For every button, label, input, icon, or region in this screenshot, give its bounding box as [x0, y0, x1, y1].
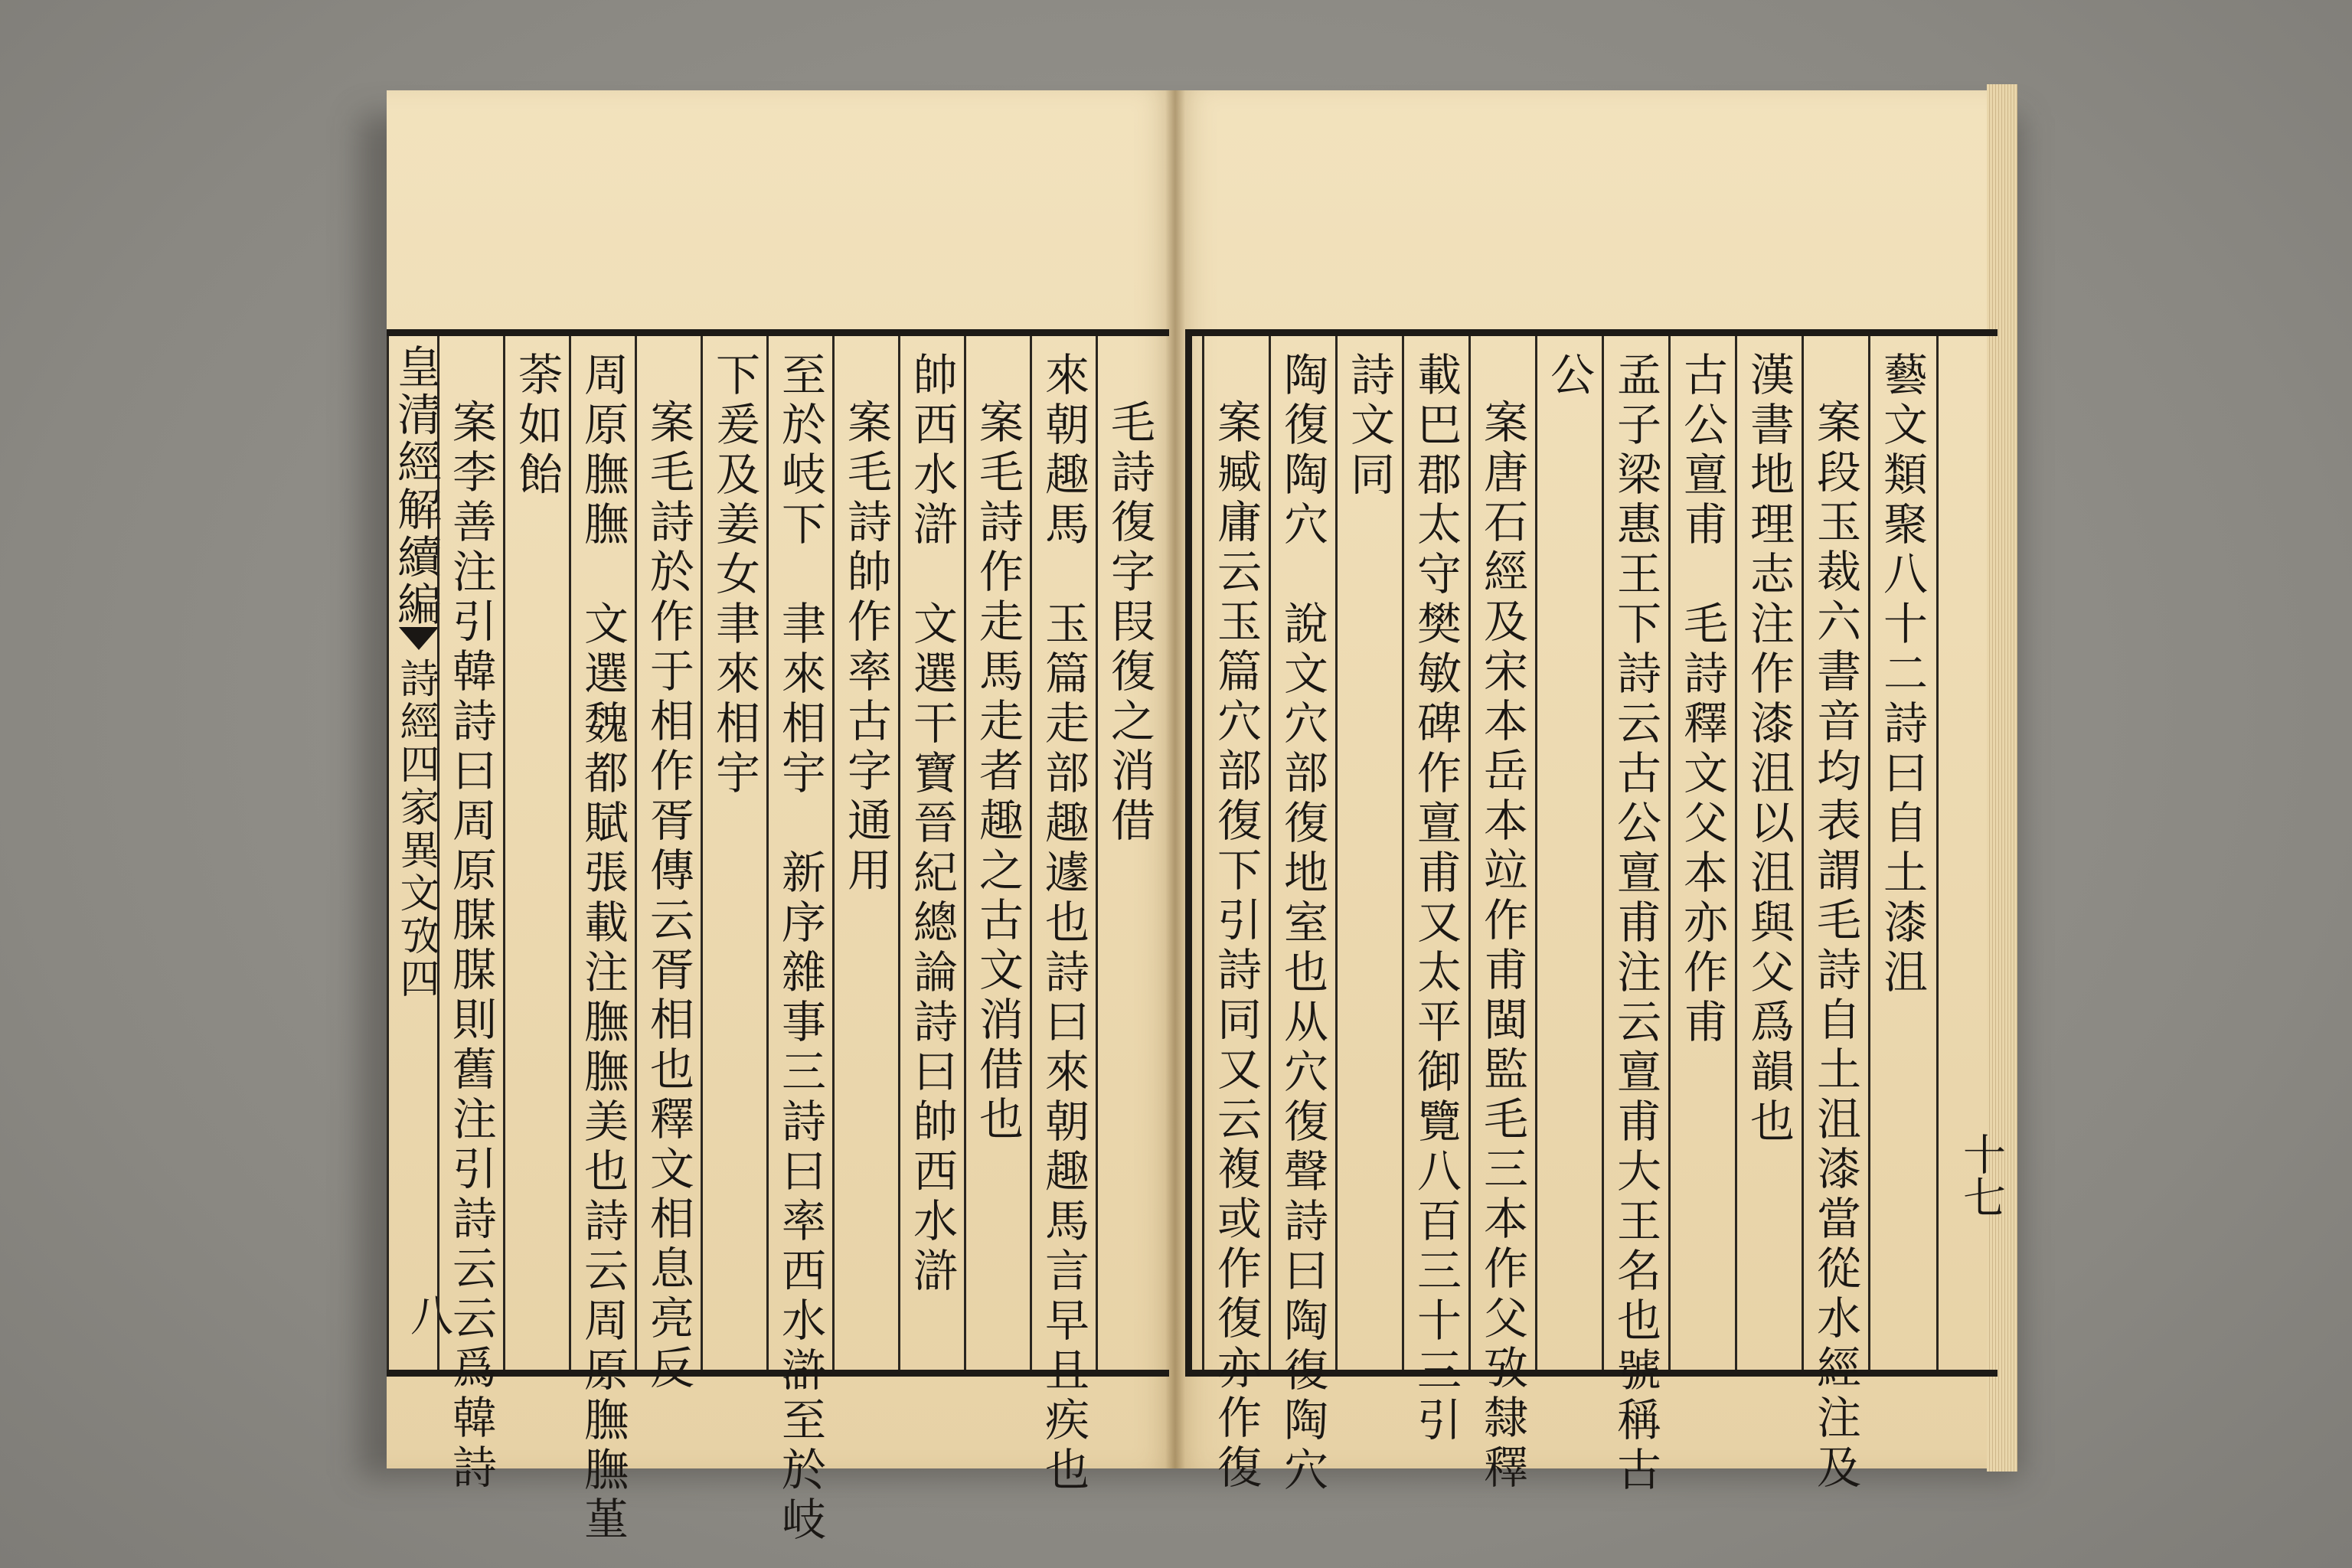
left-column-text: 下爰及姜女聿來相宇: [708, 351, 760, 799]
right-column-text: 漢書地理志注作漆沮以沮與父爲韻也: [1743, 351, 1795, 1148]
left-column-text: 周原膴膴 文選魏都賦張載注膴膴美也詩云周原膴膴堇: [577, 351, 629, 1546]
column-rule: [569, 336, 571, 1370]
left-column-text: 案毛詩帥作率古字通用: [840, 399, 892, 897]
left-column-text: 荼如飴: [511, 351, 563, 501]
right-column-text: 古公亶甫 毛詩釋文父本亦作甫: [1676, 351, 1728, 1048]
column-rule: [1535, 336, 1537, 1370]
right-column-text: 詩文同: [1343, 351, 1395, 501]
column-rule: [1202, 336, 1204, 1370]
column-rule: [701, 336, 703, 1370]
column-rule: [437, 336, 439, 1370]
column-rule: [1030, 336, 1032, 1370]
column-rule: [635, 336, 637, 1370]
left-column-text: 案毛詩作走馬走者趣之古文消借也: [972, 399, 1024, 1145]
edge-subtitle: 詩經四家異文攷四: [393, 658, 439, 1001]
column-rule: [1668, 336, 1671, 1370]
right-column-text: 孟子梁惠王下詩云古公亶甫注云亶甫大王名也號稱古: [1609, 351, 1661, 1496]
fish-tail-mark: [399, 627, 439, 650]
column-rule: [503, 336, 505, 1370]
frame-rule: [387, 336, 389, 1370]
edge-title: 皇清經解續編: [390, 344, 442, 629]
column-rule: [1868, 336, 1870, 1370]
right-column-text: 陶復陶穴 說文穴部復地室也从穴復聲詩曰陶復陶穴: [1276, 351, 1328, 1496]
right-column-text: 公: [1543, 351, 1595, 401]
column-rule: [1335, 336, 1338, 1370]
page-number: 八: [403, 1293, 453, 1336]
left-column-text: 至於岐下 聿來相宇 新序雜事三詩曰率西水滸至於岐: [774, 351, 826, 1546]
left-column-text: 毛詩復字叚復之消借: [1103, 399, 1155, 847]
column-rule: [1402, 336, 1404, 1370]
right-column-text: 藝文類聚八十二詩曰自土漆沮: [1876, 351, 1928, 998]
column-rule: [1735, 336, 1737, 1370]
column-rule: [898, 336, 900, 1370]
column-rule: [1602, 336, 1604, 1370]
page-number: 十七: [1956, 1132, 2006, 1218]
frame-rule: [1936, 336, 1939, 1370]
right-column-text: 案唐石經及宋本岳本竝作甫閩監毛三本作父攷隸釋: [1476, 399, 1528, 1494]
right-column-text: 案段玉裁六書音均表謂毛詩自土沮漆當從水經注及: [1809, 399, 1861, 1494]
left-column-text: 帥西水滸 文選干寶晉紀總論詩曰帥西水滸: [906, 351, 958, 1297]
column-rule: [1802, 336, 1804, 1370]
column-rule: [1096, 336, 1098, 1370]
left-column-text: 案毛詩於作于相作胥傳云胥相也釋文相息亮反: [642, 399, 694, 1394]
right-column-text: 載巴郡太守樊敏碑作亶甫又太平御覽八百三十三引: [1410, 351, 1462, 1446]
left-text-frame: [387, 329, 1169, 1546]
column-rule: [1468, 336, 1471, 1370]
column-rule: [832, 336, 835, 1370]
right-text-frame: [1185, 329, 2006, 1496]
column-rule: [766, 336, 769, 1370]
left-column-text: 案李善注引韓詩曰周原腜腜則舊注引詩云云爲韓詩: [445, 399, 497, 1494]
column-rule: [1269, 336, 1271, 1370]
right-column-text: 案臧庸云玉篇穴部復下引詩同又云複或作復亦作復: [1210, 399, 1262, 1494]
left-column-text: 來朝趣馬 玉篇走部趣遽也詩曰來朝趣馬言早且疾也: [1037, 351, 1089, 1496]
column-rule: [964, 336, 966, 1370]
